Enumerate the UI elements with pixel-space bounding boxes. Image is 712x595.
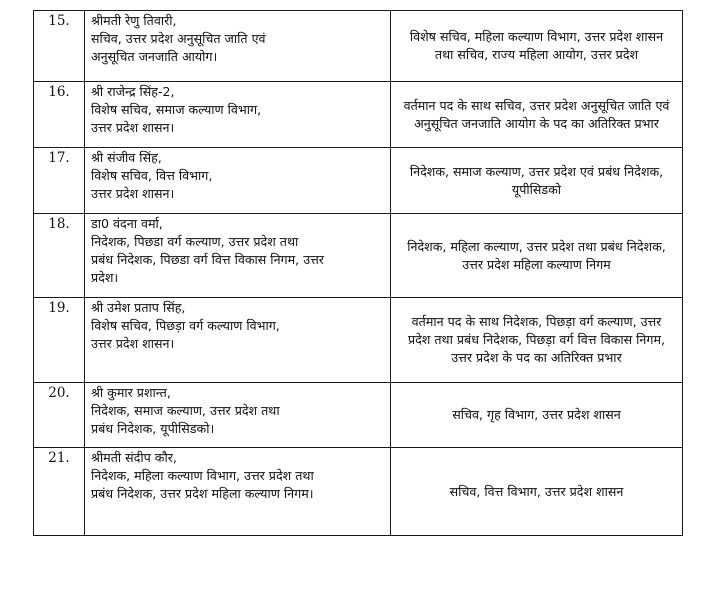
table-row [34,11,683,82]
officer-line: प्रबंध निदेशक, पिछडा वर्ग वित्त विकास निगम, उत्तर [91,252,324,267]
posting-text: विशेष सचिव, महिला कल्याण विभाग, उत्तर प्रदेश शासन तथा सचिव, राज्य महिला आयोग, उत्तर प्रदेश [409,29,664,62]
officer-line: श्री उमेश प्रताप सिंह, [91,300,186,315]
posting-text: निदेशक, समाज कल्याण, उत्तर प्रदेश एवं प्रबंध निदेशक, यूपीसिडको [409,163,664,197]
officer-line: श्रीमती संदीप कौर, [91,450,177,465]
new-posting [391,298,683,383]
serial-number: 15. [34,11,85,82]
officer-details [85,214,391,298]
serial-number: 21. [34,448,85,536]
officer-line: निदेशक, महिला कल्याण विभाग, उत्तर प्रदेश तथा [91,468,314,483]
new-posting [391,448,683,536]
serial-number: 17. [34,148,85,214]
table-row [34,383,683,448]
serial-number: 16. [34,82,85,148]
table-row [34,448,683,536]
table-row [34,82,683,148]
posting-text: सचिव, वित्त विभाग, उत्तर प्रदेश शासन [449,483,624,499]
transfer-order-table [33,10,683,536]
officer-details [85,11,391,82]
new-posting [391,82,683,148]
table-row [34,214,683,298]
posting-text: सचिव, गृह विभाग, उत्तर प्रदेश शासन [452,407,621,422]
officer-line: उत्तर प्रदेश शासन। [91,186,175,201]
serial-number: 18. [34,214,85,298]
new-posting [391,383,683,448]
officer-details [85,82,391,148]
officer-line: निदेशक, समाज कल्याण, उत्तर प्रदेश तथा [91,403,280,418]
officer-details [85,383,391,448]
officer-line: प्रबंध निदेशक, उत्तर प्रदेश महिला कल्याण निगम। [91,486,314,501]
officer-line: श्री कुमार प्रशान्त, [91,385,171,400]
officer-line: विशेष सचिव, पिछड़ा वर्ग कल्याण विभाग, [91,318,280,333]
new-posting [391,214,683,298]
officer-line: उत्तर प्रदेश शासन। [91,336,175,351]
officer-line: डा0 वंदना वर्मा, [91,216,163,231]
officer-line: श्री राजेन्द्र सिंह-2, [91,84,175,99]
officer-line: श्री संजीव सिंह, [91,150,162,165]
new-posting [391,148,683,214]
officer-line: उत्तर प्रदेश शासन। [91,120,175,135]
table-row [34,298,683,383]
officer-details [85,148,391,214]
new-posting [391,11,683,82]
officer-line: श्रीमती रेणु तिवारी, [91,13,177,28]
posting-text: वर्तमान पद के साथ सचिव, उत्तर प्रदेश अनुसूचित जाति एवं अनुसूचित जनजाति आयोग के पद का अतिरिक्त प्रभार [403,97,670,131]
officer-line: सचिव, उत्तर प्रदेश अनुसूचित जाति एवं [91,31,266,46]
officer-line: निदेशक, पिछडा वर्ग कल्याण, उत्तर प्रदेश तथा [91,234,299,249]
serial-number: 20. [34,383,85,448]
posting-text: निदेशक, महिला कल्याण, उत्तर प्रदेश तथा प्रबंध निदेशक, उत्तर प्रदेश महिला कल्याण निगम [407,238,666,272]
officer-line: विशेष सचिव, वित्त विभाग, [91,168,213,183]
officer-details [85,298,391,383]
serial-number: 19. [34,298,85,383]
officer-line: अनुसूचित जनजाति आयोग। [91,49,218,64]
officer-line: प्रबंध निदेशक, यूपीसिडको। [91,421,215,436]
officer-line: प्रदेश। [91,270,119,285]
officer-line: विशेष सचिव, समाज कल्याण विभाग, [91,102,262,117]
posting-text: वर्तमान पद के साथ निदेशक, पिछड़ा वर्ग कल्याण, उत्तर प्रदेश तथा प्रबंध निदेशक, पिछड़ा वर्ग वित्त विकास निगम, उत्तर प्रदेश के पद का अतिरिक्त प्रभार [407,314,666,365]
officer-details [85,448,391,536]
table-row [34,148,683,214]
